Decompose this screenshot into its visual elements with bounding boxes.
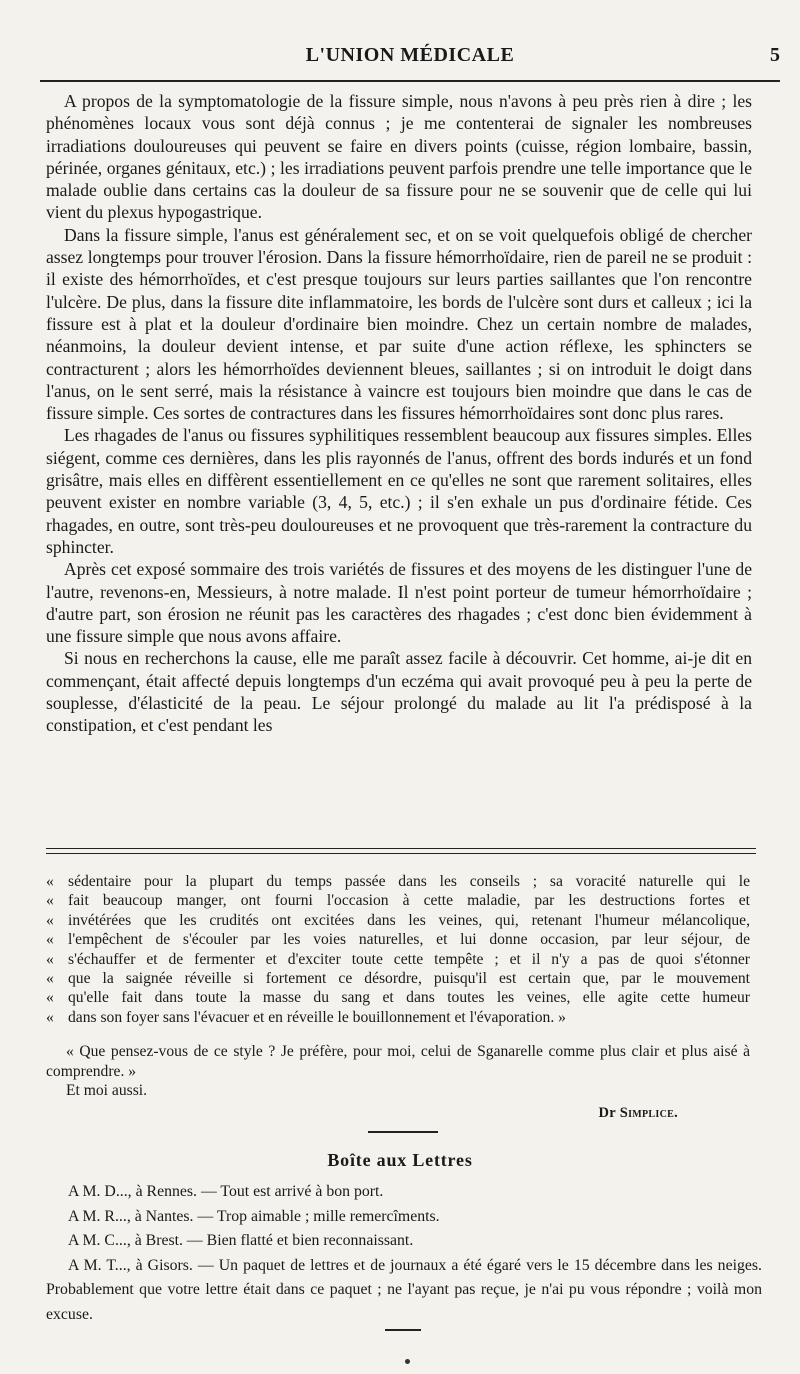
quote-mark: « bbox=[46, 931, 54, 949]
quote-mark: « bbox=[46, 1008, 54, 1026]
quote-mark: « bbox=[46, 873, 54, 890]
quote-text: qu'elle fait dans toute la masse du sang et dans toutes les veines, elle agite cette humeur bbox=[68, 989, 750, 1007]
feuilleton-separator bbox=[46, 848, 756, 854]
quote-line bbox=[46, 1008, 750, 1027]
page-number: 5 bbox=[770, 44, 780, 66]
mailbox-item: A M. R..., à Nantes. — Trop aimable ; mille remercîments. bbox=[68, 1207, 440, 1225]
comment-paragraph: Et moi aussi. bbox=[66, 1082, 147, 1100]
quote-mark: « bbox=[46, 911, 54, 929]
end-dot bbox=[405, 1359, 410, 1364]
quote-line bbox=[46, 930, 750, 949]
quote-text: sédentaire pour la plupart du temps passée dans les conseils ; sa voracité naturelle qui le bbox=[68, 873, 750, 890]
article-body bbox=[46, 90, 752, 737]
quote-mark: « bbox=[46, 892, 54, 910]
quote-line bbox=[46, 988, 750, 1007]
section-divider bbox=[368, 1131, 438, 1133]
running-title: L'UNION MÉDICALE bbox=[305, 44, 515, 66]
quote-line bbox=[46, 891, 750, 910]
article-paragraph: A propos de la symptomatologie de la fissure simple, nous n'avons à peu près rien à dire ; les phénomènes locaux vous sont déjà connus ; je me contenterai de signaler les nombreuses irradiations douloureuses qui peuvent se faire en divers points (cuisse, région lombaire, bassin, périnée, organes génitaux, etc.) ; les irradiations peuvent parfois prendre une telle importance que le malade oublie dans certains cas la douleur de sa fissure pour ne se souvenir que de celle qui lui vient du plexus hypogastrique. bbox=[46, 91, 752, 223]
author-signature bbox=[599, 1105, 678, 1122]
feuilleton-quote bbox=[46, 872, 750, 1027]
mailbox-item: A M. T..., à Gisors. — Un paquet de lettres et de journaux a été égaré vers le 15 décembre dans les neiges. Probablement que votre lettre était dans ce paquet ; ne l'ayant pas reçue, je n'ai pu vous répondre ; voilà mon excuse. bbox=[46, 1256, 762, 1323]
article-paragraph: Dans la fissure simple, l'anus est généralement sec, et on se voit quelquefois obligé de chercher assez longtemps pour trouver l'érosion. Dans la fissure hémorrhoïdaire, rien de pareil ne se produit : il existe des hémorrhoïdes, et c'est presque toujours sur leurs parties saillantes que l'on rencontre l'ulcère. De plus, dans la fissure dite inflammatoire, les bords de l'ulcère sont durs et calleux ; ici la fissure est à plat et la douleur d'ordinaire bien moindre. Chez un certain nombre de malades, néanmoins, la douleur devient intense, et par suite d'une action réflexe, les sphincters se contracturent ; alors les hémorrhoïdes deviennent bleues, saillantes ; si on introduit le doigt dans l'anus, on le sent serré, mais la résistance à vaincre est toujours bien moindre que dans le cas de fissure simple. Ces sortes de contractures dans les fissures hémorrhoïdaires sont donc plus rares. bbox=[46, 224, 752, 424]
quote-line bbox=[46, 911, 750, 930]
mailbox-title: Boîte aux Lettres bbox=[327, 1150, 473, 1170]
signature-prefix: Dr bbox=[598, 1105, 616, 1121]
quote-text: dans son foyer sans l'évacuer et en réveille le bouillonnement et l'évaporation. » bbox=[68, 1008, 566, 1026]
quote-mark: « bbox=[46, 950, 54, 968]
header-rule bbox=[40, 80, 780, 82]
quote-mark: « bbox=[46, 989, 54, 1007]
quote-text: l'empêchent de s'écouler par les voies naturelles, et lui donne occasion, par leur séjour, de bbox=[68, 931, 750, 949]
mailbox-item: A M. C..., à Brest. — Bien flatté et bien reconnaissant. bbox=[68, 1232, 414, 1249]
article-paragraph: Les rhagades de l'anus ou fissures syphilitiques ressemblent beaucoup aux fissures simples. Elles siégent, comme ces dernières, dans les plis rayonnés de l'anus, offrent des bords indurés et un fond grisâtre, mais elles en diffèrent essentiellement en ce qu'elles ne sont que rarement solitaires, elles peuvent exister en nombre variable (3, 4, 5, etc.) ; il s'en exhale un pus d'ordinaire fétide. Ces rhagades, en outre, sont très-peu douloureuses et ne provoquent que très-rarement la contracture du sphincter. bbox=[46, 425, 752, 557]
feuilleton-comment bbox=[46, 1042, 750, 1101]
quote-mark: « bbox=[46, 970, 54, 988]
quote-text: invétérées que les crudités ont excitées dans les veines, qui, retenant l'humeur mélancolique, bbox=[68, 911, 750, 929]
mailbox-item: A M. D..., à Rennes. — Tout est arrivé à bon port. bbox=[68, 1183, 384, 1200]
quote-line bbox=[46, 872, 750, 891]
comment-paragraph: « Que pensez-vous de ce style ? Je préfère, pour moi, celui de Sganarelle comme plus clair et plus aisé à comprendre. » bbox=[46, 1043, 750, 1080]
quote-text: fait beaucoup manger, ont fourni l'occasion à cette maladie, par les destructions fortes et bbox=[68, 892, 750, 910]
mailbox-list bbox=[46, 1180, 762, 1327]
quote-text: que la saignée réveille si fortement ce désordre, puisqu'il est certain que, par le mouvement bbox=[68, 970, 750, 988]
quote-line bbox=[46, 950, 750, 969]
article-paragraph: Après cet exposé sommaire des trois variétés de fissures et des moyens de les distinguer l'une de l'autre, revenons-en, Messieurs, à notre malade. Il n'est point porteur de tumeur hémorrhoïdaire ; d'autre part, son érosion ne réunit pas les caractères des rhagades ; c'est donc bien évidemment à une fissure simple que nous avons affaire. bbox=[46, 559, 752, 647]
page-header bbox=[40, 40, 780, 70]
end-rule bbox=[385, 1329, 421, 1331]
signature-name: Simplice. bbox=[619, 1105, 678, 1121]
quote-text: s'échauffer et de fermenter et d'exciter toute cette tempête ; et il n'y a pas de quoi s'étonner bbox=[68, 950, 750, 968]
article-paragraph: Si nous en recherchons la cause, elle me paraît assez facile à découvrir. Cet homme, ai-je dit en commençant, était affecté depuis longtemps d'un eczéma qui avait provoqué peu à peu la perte de souplesse, d'élasticité de la peau. Le séjour prolongé du malade au lit l'a prédisposé à la constipation, et c'est pendant les bbox=[46, 648, 752, 736]
quote-line bbox=[46, 969, 750, 988]
